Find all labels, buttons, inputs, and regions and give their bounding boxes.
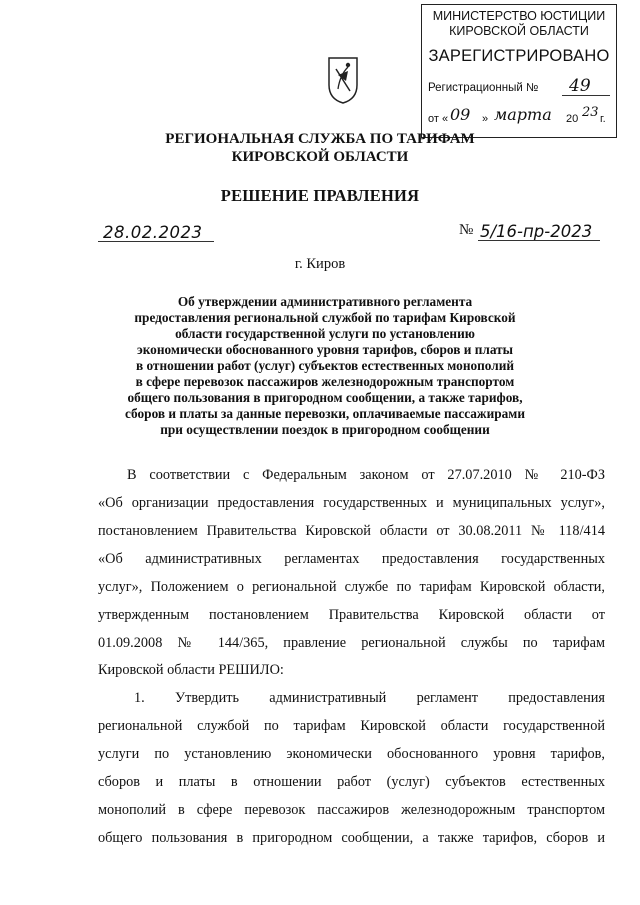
body-line: сборов и платы в отношении работ (услуг) субъектов естественных <box>98 774 605 790</box>
body-line: монополий в сфере перевозок пассажиров железнодорожным транспортом <box>98 802 605 818</box>
subject-line: общего пользования в пригородном сообщении, а также тарифов, <box>127 390 523 405</box>
body-line: «Об организации предоставления государственных и муниципальных услуг», <box>98 495 605 511</box>
body-line: услуги по установлению экономически обоснованного уровня тарифов, <box>98 746 605 762</box>
stamp-region: КИРОВСКОЙ ОБЛАСТИ <box>449 24 589 38</box>
stamp-date-prefix: от « <box>428 113 449 125</box>
subject-line: сборов и платы за данные перевозки, оплачиваемые пассажирами <box>124 406 526 421</box>
number-underline <box>478 240 600 241</box>
stamp-date-quote: » <box>482 113 489 125</box>
body-line: утвержденным постановлением Правительства Кировской области от <box>98 607 605 623</box>
subject-line: экономически обоснованного уровня тарифов, сборов и платы <box>136 342 514 357</box>
org-title-line1: РЕГИОНАЛЬНАЯ СЛУЖБА ПО ТАРИФАМ <box>165 131 475 147</box>
stamp-reg-number: 49 <box>569 76 591 96</box>
stamp-number-underline <box>562 95 610 96</box>
date-underline <box>98 241 214 242</box>
stamp-date-month: марта <box>494 105 552 124</box>
stamp-reg-label: Регистрационный № <box>428 82 539 94</box>
subject-line: Об утверждении административного регламента <box>177 294 473 309</box>
decision-number: 5/16-пр-2023 <box>480 222 593 241</box>
registration-stamp <box>421 4 617 138</box>
subject-title <box>100 294 550 438</box>
decision-date: 28.02.2023 <box>103 223 203 242</box>
stamp-status: ЗАРЕГИСТРИРОВАНО <box>428 47 610 65</box>
document-type: РЕШЕНИЕ ПРАВЛЕНИЯ <box>220 186 420 205</box>
stamp-year-suffix: 23 <box>582 105 599 120</box>
body-line: общего пользования в пригородном сообщении, а также тарифов, сборов и <box>98 830 605 846</box>
body-line: 01.09.2008 № 144/365, правление региональной службы по тарифам <box>98 635 605 651</box>
stamp-date-day: 09 <box>450 105 471 124</box>
body-line: региональной службой по тарифам Кировской области государственной <box>98 718 605 734</box>
stamp-ministry: МИНИСТЕРСТВО ЮСТИЦИИ <box>432 9 606 23</box>
subject-line: области государственной услуги по установлению <box>175 326 475 341</box>
subject-line: в отношении работ (услуг) субъектов естественных монополий <box>135 358 515 373</box>
coat-of-arms-icon <box>326 55 360 105</box>
subject-line: при осуществлении поездок в пригородном сообщении <box>160 422 490 437</box>
city: г. Киров <box>294 256 346 272</box>
org-title-line2: КИРОВСКОЙ ОБЛАСТИ <box>231 149 409 165</box>
body-line: услуг», Положением о региональной службе по тарифам Кировской области, <box>98 579 605 595</box>
body-line: В соответствии с Федеральным законом от 27.07.2010 № 210-ФЗ <box>127 467 605 483</box>
body-line: постановлением Правительства Кировской области от 30.08.2011 № 118/414 <box>98 523 605 539</box>
subject-line: предоставления региональной службой по тарифам Кировской <box>134 310 516 325</box>
body-line: Кировской области РЕШИЛО: <box>98 662 284 678</box>
stamp-year-prefix: 20 <box>566 113 579 125</box>
number-label: № <box>459 222 474 238</box>
stamp-year-unit: г. <box>600 113 606 125</box>
body-line: 1. Утвердить административный регламент предоставления <box>134 690 605 706</box>
subject-line: в сфере перевозок пассажиров железнодорожным транспортом <box>135 374 515 389</box>
body-line: «Об административных регламентах предоставления государственных <box>98 551 605 567</box>
